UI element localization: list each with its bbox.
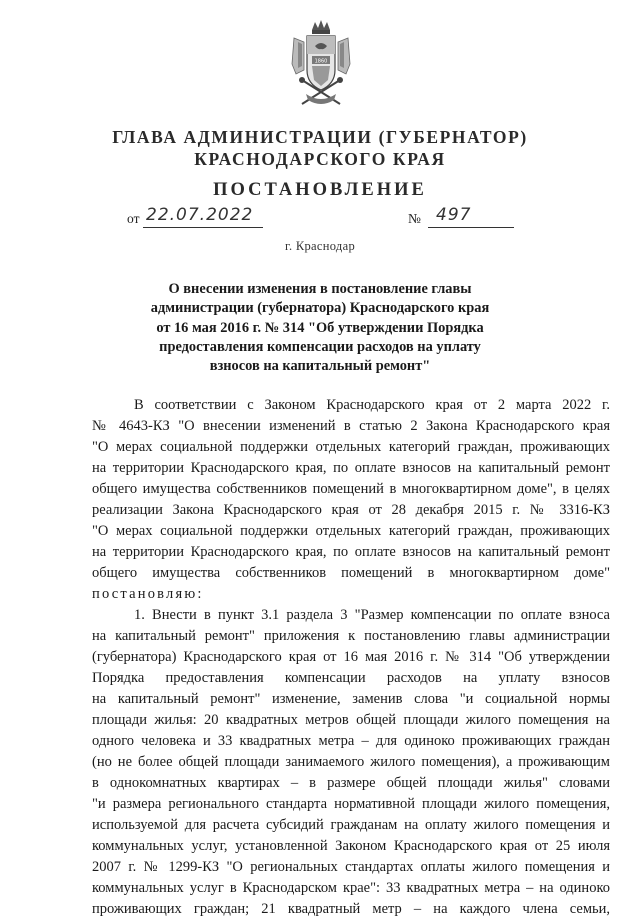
body-line: коммунальных услуг в Краснодарском крае": 33 квадратных метра – на одиноко (92, 880, 610, 896)
body-line: "О мерах социальной поддержки отдельных категорий граждан, проживающих (92, 439, 610, 455)
body-line: № 4643-КЗ "О внесении изменений в статью 2 Закона Краснодарского края (92, 418, 610, 434)
body-line: в однокомнатных квартирах – в размере общей площади жилья" словами (92, 775, 610, 791)
number-value-handwritten: 497 (436, 205, 472, 225)
decree-word: постановляю: (92, 586, 204, 602)
body-line: используемой для расчета субсидий гражданам на оплату жилого помещения и (92, 817, 610, 833)
body-line: площади жилья: 20 квадратных метров общей площади жилого помещения на (92, 712, 610, 728)
body-line: коммунальных услуг, установленной Законом Краснодарского края от 25 июля (92, 838, 610, 854)
body-line: на капитальный ремонт" изменение, заменив слова "и социальной нормы (92, 691, 610, 707)
body-line: на территории Краснодарского края, по оплате взносов на капитальный ремонт (92, 544, 610, 560)
date-prefix: от (127, 211, 140, 226)
body-line: реализации Закона Краснодарского края от 28 декабря 2015 г. № 3316-КЗ (92, 502, 610, 518)
body-line: проживающих граждан; 21 квадратный метр – на каждого члена семьи, (92, 901, 610, 917)
body-line: Порядка предоставления компенсации расходов на уплату взносов (92, 670, 610, 686)
body-line: общего имущества собственников помещений в многоквартирном доме" (92, 565, 610, 581)
title-line: предоставления компенсации расходов на уплату (159, 338, 481, 355)
issuer-title-line-1: ГЛАВА АДМИНИСТРАЦИИ (ГУБЕРНАТОР) (112, 127, 528, 147)
title-line: взносов на капитальный ремонт" (209, 358, 431, 375)
document-type-heading: ПОСТАНОВЛЕНИЕ (213, 180, 427, 200)
title-line: администрации (губернатора) Краснодарского края (150, 300, 490, 317)
title-line: О внесении изменения в постановление главы (168, 281, 472, 297)
issuer-title-line-2: КРАСНОДАРСКОГО КРАЯ (194, 149, 446, 169)
date-value-handwritten: 22.07.2022 (146, 205, 254, 225)
body-line: 2007 г. № 1299-КЗ "О региональных стандартах оплаты жилого помещения и (92, 859, 610, 875)
body-line: "и размера регионального стандарта нормативной площади жилого помещения, (92, 796, 610, 812)
body-line: В соответствии с Законом Краснодарского края от 2 марта 2022 г. (134, 397, 610, 413)
body-line: общего имущества собственников помещений в многоквартирном доме", в целях (92, 481, 610, 497)
body-line: (но не более общей площади занимаемого жилого помещения), а проживающим (92, 754, 610, 770)
city-label: г. Краснодар (285, 239, 355, 253)
body-line: одного человека и 33 квадратных метра – для одиноко проживающих граждан (92, 733, 610, 749)
body-line: "О мерах социальной поддержки отдельных категорий граждан, проживающих (92, 523, 610, 539)
title-line: от 16 мая 2016 г. № 314 "Об утверждении Порядка (156, 319, 484, 336)
number-prefix: № (408, 211, 421, 226)
body-line: на территории Краснодарского края, по оплате взносов на капитальный ремонт (92, 460, 610, 476)
body-line: 1. Внести в пункт 3.1 раздела 3 "Размер компенсации по оплате взноса (134, 607, 610, 623)
svg-text:1860: 1860 (314, 58, 328, 65)
body-line: на капитальный ремонт" приложения к постановлению главы администрации (92, 628, 610, 644)
body-line: (губернатора) Краснодарского края от 16 мая 2016 г. № 314 "Об утверждении (92, 649, 610, 665)
